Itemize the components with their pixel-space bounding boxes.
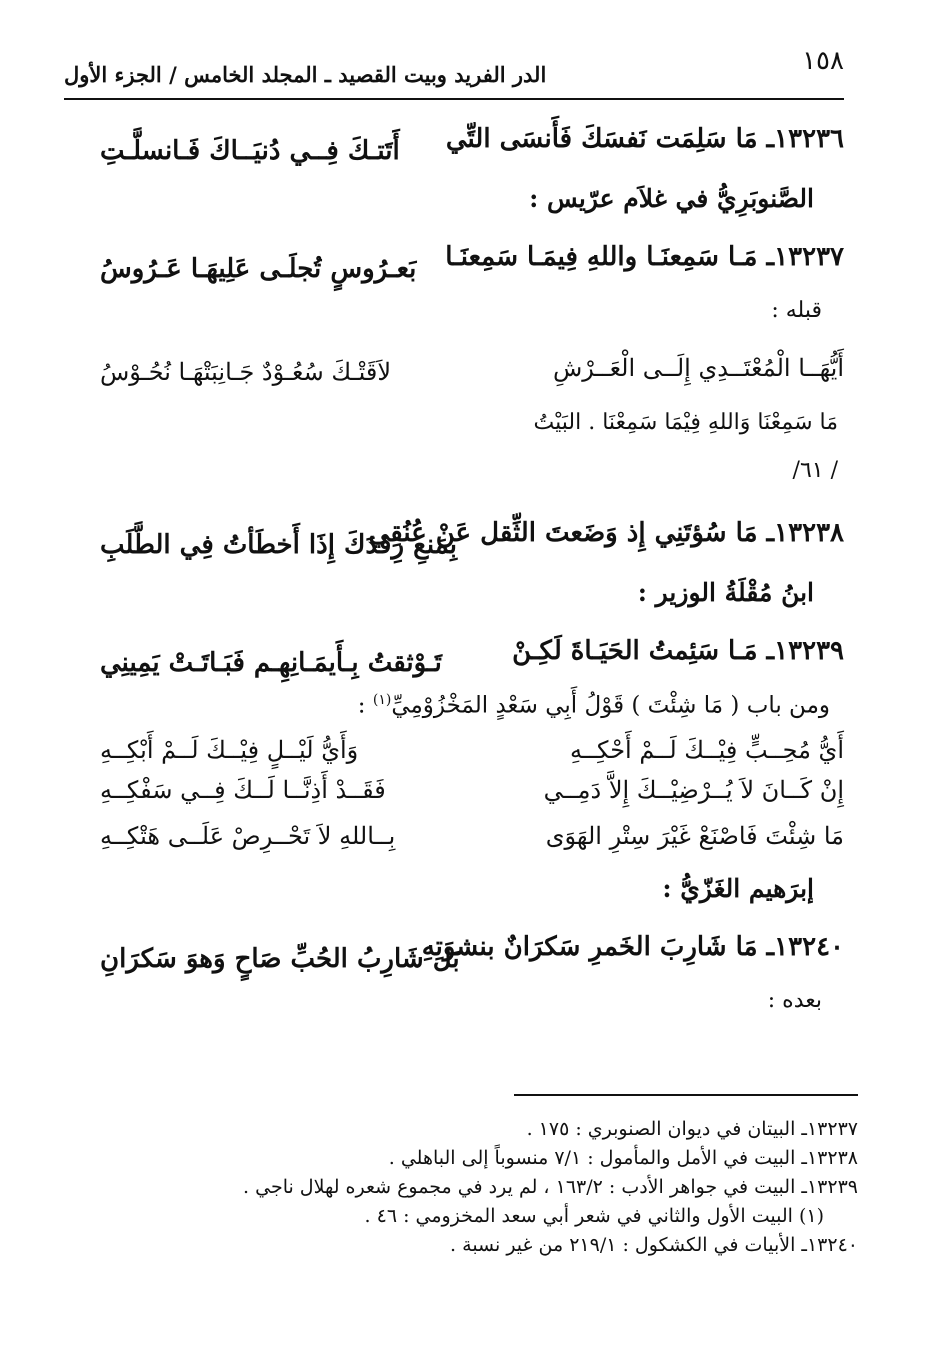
running-head [64, 40, 844, 96]
verse-second-hemistich: فَقَــدْ أَذِنَّــا لَــكَ فِــي سَفْكِــهِ [100, 776, 386, 804]
page-number: ١٥٨ [802, 46, 844, 76]
entry-13237 [100, 228, 844, 290]
entry-13239 [100, 622, 844, 684]
poet-attribution: ابنُ مُقْلَةُ الوزير : [637, 578, 814, 607]
verse-second-hemistich: بَل شَارِبُ الحُبِّ صَاحٍ وَهوَ سَكرَانِ [100, 944, 460, 974]
footnote-13240: ١٣٢٤٠ـ الأبيات في الكشكول : ٢١٩/١ من غير نسبة . [450, 1234, 858, 1256]
preceding-verse [100, 336, 844, 400]
verse-first-hemistich: إِنْ كَــانَ لاَ يُــرْضِيْــكَ إِلاَّ دَمِــي [543, 776, 844, 804]
verse-second-hemistich: لاَقَتْـكَ سُعُـوْدٌ جَـانِبَتْهَـا نُحُـوْسُ [100, 358, 391, 386]
quoted-verse-ref: مَا سَمِعْنَا وَاللهِ فِيْمَا سَمِعْنَا . البَيْتُ [533, 410, 838, 435]
verse-first-hemistich: ١٣٢٤٠ـ مَا شَارِبَ الخَمرِ سَكرَانٌ بنشوَتِهِ [421, 932, 844, 962]
verse-second-hemistich: بِمَنعِ رِفدَكَ إِذَا أَخطَأتُ فِي الطَّلَبِ [100, 530, 458, 560]
entry-13240 [100, 918, 844, 980]
note-after: بعده : [767, 988, 822, 1013]
page-body [100, 110, 844, 1026]
quoted-verse-ref-page: / ٦١/ [792, 458, 838, 483]
poet-attribution: الصَّنوبَرِيُّ في غلاَم عرّيس : [529, 184, 814, 213]
poem-verse-2 [100, 770, 844, 816]
verse-second-hemistich: بِــاللهِ لاَ تَحْــرِصْ عَلَــى هَتْكِــهِ [100, 822, 396, 850]
intro-text: ومن باب ( مَا شِئْتَ ) قَوْلُ أَبِي سَعْدٍ المَخْزُوْمِيِّ [391, 692, 830, 719]
entry-13236 [100, 110, 844, 172]
poem-verse-3 [100, 816, 844, 862]
verse-first-hemistich: ١٣٢٣٩ـ مَـا سَئِمتُ الحَيَـاةَ لَكِـنْ [512, 636, 844, 666]
verse-first-hemistich: ١٣٢٣٦ـ مَا سَلِمَت نَفسَكَ فَأَنسَى التِّي [445, 124, 844, 154]
footnote-13238: ١٣٢٣٨ـ البيت في الأمل والمأمول : ٧/١ منسوباً إلى الباهلي . [388, 1147, 858, 1169]
poem-verse-1 [100, 730, 844, 770]
verse-first-hemistich: ١٣٢٣٨ـ مَا سُؤتَنِي إِذ وَضَعتَ الثِّقل عَنْ عُنُقِي [368, 518, 844, 548]
footnotes [100, 1118, 858, 1263]
verse-second-hemistich: وَأَيُّ لَيْــلٍ فِيْــكَ لَــمْ أَبْكِــهِ [100, 736, 359, 764]
header-title: الدر الفريد وبيت القصيد ـ المجلد الخامس / الجزء الأول [64, 62, 547, 87]
entry-13238 [100, 504, 844, 566]
note-before: قبله : [771, 298, 822, 323]
verse-first-hemistich: ١٣٢٣٧ـ مَـا سَمِعنَـا واللهِ فِيمَـا سَمِعنَـا [445, 242, 844, 272]
poet-attribution: إبرَهيم الغَزّيُّ : [662, 874, 814, 903]
verse-second-hemistich: تَـوْثقتُ بِـأَيمَـانِهِـم فَبَـاتَـتْ يَمِينِي [100, 648, 442, 678]
footnote-marker: (١) [372, 692, 392, 708]
footnote-13237: ١٣٢٣٧ـ البيتان في ديوان الصنوبري : ١٧٥ . [526, 1118, 858, 1140]
header-rule [64, 98, 844, 100]
footnote-rule [514, 1094, 858, 1096]
intro-colon: : [357, 692, 373, 719]
verse-second-hemistich: أَتَتـكَ فِــي دُنيَــاكَ فَـانسلَّـتِ [100, 136, 400, 166]
footnote-1: (١) البيت الأول والثاني في شعر أبي سعد المخزومي : ٤٦ . [364, 1205, 824, 1227]
verse-first-hemistich: أَيُّهَــا الْمُعْتَــدِي إِلَــى الْعَــرْشِ [553, 354, 844, 382]
verse-second-hemistich: بَعـرُوسٍ تُجلَـى عَلِيهَـا عَـرُوسُ [100, 254, 417, 284]
footnote-13239: ١٣٢٣٩ـ البيت في جواهر الأدب : ١٦٣/٢ ، لم يرد في مجموع شعره لهلال ناجي . [243, 1176, 858, 1198]
verse-first-hemistich: أَيُّ مُحِــبٍّ فِيْــكَ لَــمْ أَحْكِــهِ [570, 736, 844, 764]
poem-introduction [100, 684, 844, 730]
verse-first-hemistich: مَا شِئْتَ فَاصْنَعْ غَيْرَ سِتْرِ الهَوَى [545, 822, 844, 850]
